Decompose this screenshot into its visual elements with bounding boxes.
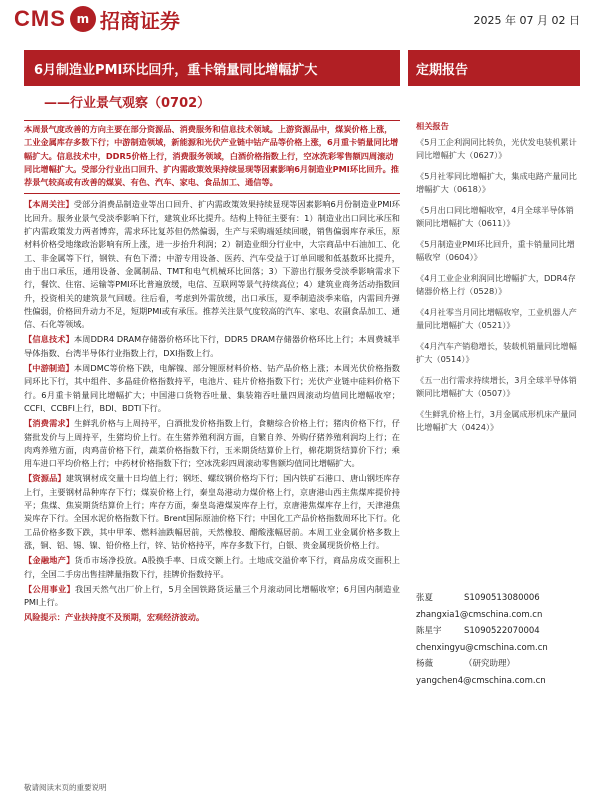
related-report-link[interactable]: 《4月工业企业利润同比增幅扩大，DDR4存储器价格上行（0528）》 bbox=[416, 272, 576, 296]
paragraph-tag: 【本周关注】 bbox=[24, 199, 74, 210]
related-heading: 相关报告 bbox=[416, 121, 449, 131]
paragraph-text: 本周DMC等价格下跌，电解镍、部分锂原材料价格、钴产品价格上涨；本周光伏价格指数同环比下行，其中组件、多晶硅价格指数持平，电池片、硅片价格指数下行；光伏产业链中硅料价格下行。6月重卡销量同比增幅扩大；中国港口货物吞吐量、集装箱吞吐量四周滚动均值同比增幅收窄；CCFI、CCBFI上行，BDI、BDTI下行。 bbox=[24, 363, 400, 413]
report-type: 定期报告 bbox=[408, 50, 580, 86]
paragraph-tag: 【中游制造】 bbox=[24, 363, 74, 374]
report-subtitle: ——行业景气观察（0702） bbox=[44, 96, 211, 111]
related-report-link[interactable]: 《5月出口同比增幅收窄，4月全球半导体销额同比增幅扩大（0611）》 bbox=[416, 204, 574, 228]
paragraph-consumer bbox=[24, 417, 400, 470]
page-header bbox=[0, 0, 600, 42]
paragraph-text: 我国天然气出厂价上行，5月全国铁路货运量三个月滚动同比增幅收窄；6月国内制造业PMI上行。 bbox=[24, 583, 400, 608]
analyst-email[interactable]: yangchen4@cmschina.com.cn bbox=[416, 675, 546, 686]
paragraph-tag: 【消费需求】 bbox=[24, 418, 75, 429]
related-reports bbox=[416, 120, 580, 442]
analyst-id: （研究助理） bbox=[464, 659, 516, 669]
logo-cn: 招商证券 bbox=[99, 8, 180, 33]
paragraph-tag: 【金融地产】 bbox=[24, 555, 75, 566]
main-content bbox=[24, 120, 400, 784]
page-footer: 敬请阅读末页的重要说明 bbox=[24, 783, 107, 792]
logo-en: CMS bbox=[14, 6, 66, 31]
analyst-row bbox=[416, 590, 590, 607]
paragraph-text: 生鲜乳价格与上周持平，白酒批发价格指数上行，食糖综合价格上行；猪肉价格下行，仔猪批发价与上周持平，生猪均价上行。在生猪养殖利润方面，自繁自养、外购仔猪养殖利润均上行；在肉鸡养殖方面，肉鸡苗价格下行，蔬菜价格指数下行，玉米期货结算价上行，棉花期货结算价下行；乘用车进口平均价格上行；中药材价格指数下行；空冰洗彩四周滚动零售额均值同比增幅扩大。 bbox=[24, 418, 400, 469]
paragraph-focus bbox=[24, 198, 400, 331]
logo-mark-icon: m bbox=[70, 6, 96, 32]
paragraph-utilities bbox=[24, 583, 400, 610]
paragraph-finance bbox=[24, 554, 400, 581]
analyst-row bbox=[416, 656, 590, 673]
paragraph-resources bbox=[24, 472, 400, 552]
paragraph-tag: 【信息技术】 bbox=[24, 334, 74, 345]
related-report-link[interactable]: 《5月社零同比增幅扩大，集成电路产量同比增幅扩大（0618）》 bbox=[416, 170, 577, 194]
analyst-name: 杨薇 bbox=[416, 659, 434, 669]
analyst-name: 张夏 bbox=[416, 593, 434, 603]
summary-intro: 本周景气度改善的方向主要在部分资源品、消费服务和信息技术领域。上游资源品中，煤炭价格上涨，工业金属库存多数下行；中游制造领域，新能源和光伏产业链中钴产品等价格上涨，6月重卡销量同比增幅扩大。信息技术中，DDR5价格上行，消费服务领域，白酒价格指数上行，空冰洗彩零售额四周滚动同比增幅扩大。受部分行业出口回升、扩内需政策效果持续显现等因素影响6月制造业PMI环比回升。推荐景气较高或有改善的煤炭、有色、汽车、家电、食品加工、通信等。 bbox=[24, 120, 400, 194]
report-title: 6月制造业PMI环比回升，重卡销量同比增幅扩大 bbox=[24, 50, 400, 86]
risk-warning: 风险提示：产业扶持度不及预期，宏观经济波动。 bbox=[24, 612, 205, 623]
related-report-link[interactable]: 《4月汽车产销稳增长，装载机销量同比增幅扩大（0514）》 bbox=[416, 340, 577, 364]
related-report-link[interactable]: 《五一出行需求持续增长，3月全球半导体销额同比增幅扩大（0507）》 bbox=[416, 374, 577, 398]
related-report-link[interactable]: 《5月制造业PMI环比回升，重卡销量同比增幅收窄（0604）》 bbox=[416, 238, 575, 262]
report-date: 2025 年 07 月 02 日 bbox=[473, 14, 580, 27]
paragraph-midstream bbox=[24, 362, 400, 415]
paragraph-tag: 【公用事业】 bbox=[24, 583, 76, 594]
paragraph-text: 货币市场净投放。A股换手率、日成交额上行。土地成交溢价率下行，商品房成交面积上行，全国二手房出售挂牌量指数下行，挂牌价指数持平。 bbox=[24, 555, 400, 579]
paragraph-text: 建筑钢材成交量十日均值上行；钢坯、螺纹钢价格均下行；国内铁矿石港口、唐山钢坯库存上行，主要钢材品种库存下行；煤炭价格上行，秦皇岛港动力煤价格上行，京唐港山西主焦煤库提价持平；焦煤、焦炭期货结算价上行；库存方面，秦皇岛港煤炭库存上行，京唐港焦煤库存上行，天津港焦炭库存下行。全国水泥价格指数下行。Brent国际原油价格下行；中国化工产品价格指数周环比下行。化工品价格多数下跌，其中甲苯、燃料油跌幅居前，天然橡胶、醋酸涨幅居前。本周工业金属价格多数上涨，铜、铝、锡、镍、铅价格上行，锌、钴价格持平，库存多数下行，白银、贵金属现货价格上行。 bbox=[24, 473, 400, 550]
paragraph-text: 本周DDR4 DRAM存储器价格环比下行，DDR5 DRAM存储器价格环比上行；本周费城半导体指数、台湾半导体行业指数上行，DXI指数上行。 bbox=[24, 334, 400, 358]
paragraph-tag: 【资源品】 bbox=[24, 473, 66, 484]
analyst-email[interactable]: zhangxia1@cmschina.com.cn bbox=[416, 609, 543, 620]
analyst-id: S1090513080006 bbox=[464, 593, 540, 603]
analyst-id: S1090522070004 bbox=[464, 626, 540, 636]
analyst-block bbox=[416, 590, 590, 689]
brand-logo bbox=[14, 4, 180, 34]
related-report-link[interactable]: 《4月社零当月同比增幅收窄，工业机器人产量同比增幅扩大（0521）》 bbox=[416, 306, 577, 330]
paragraph-it bbox=[24, 333, 400, 360]
analyst-name: 陈星宇 bbox=[416, 626, 442, 636]
analyst-row bbox=[416, 623, 590, 640]
analyst-email[interactable]: chenxingyu@cmschina.com.cn bbox=[416, 642, 548, 653]
paragraph-text: 受部分消费品制造业等出口回升、扩内需政策效果持续显现等因素影响6月份制造业PMI环比回升。服务业景气受淡季影响下行，建筑业环比提升。结构上特征主要有：1）制造业出口同比承压和扩内需政策发力两者博弈，需求环比复苏但仍然偏弱，生产与采购端延续回暖，销售偏弱库存承压，原材料价格受地缘政治影响有所上涨，进一步抬升利润；2）制造业细分行业中，大宗商品中石油加工、化工、非金属等下行，钢铁、有色下滑；中游专用设备、医药、汽车受益于订单回暖和低基数环比提升，由于出口承压，通用设备、金属制品、TMT和电气机械环比回落；3）下游出行服务受淡季影响需求下行，餐饮、住宿、运输等PMI环比普遍放缓，电信、互联网等景气持续高位；4）建筑业商务活动指数回升，投资相关的建筑景气回暖。往后看，考虑到外需放缓，出口承压，夏季制造淡季来临，内需回升弹性偏弱，价格回升动力不足，短期PMI或有承压。推荐关注景气度较高的汽车、家电、农副食品加工、通信、石化等领域。 bbox=[24, 199, 400, 330]
related-report-link[interactable]: 《5月工企利润同比转负，光伏发电装机累计同比增幅扩大（0627）》 bbox=[416, 136, 577, 160]
related-report-link[interactable]: 《生鲜乳价格上行，3月金属成形机床产量同比增幅扩大（0424）》 bbox=[416, 408, 577, 432]
